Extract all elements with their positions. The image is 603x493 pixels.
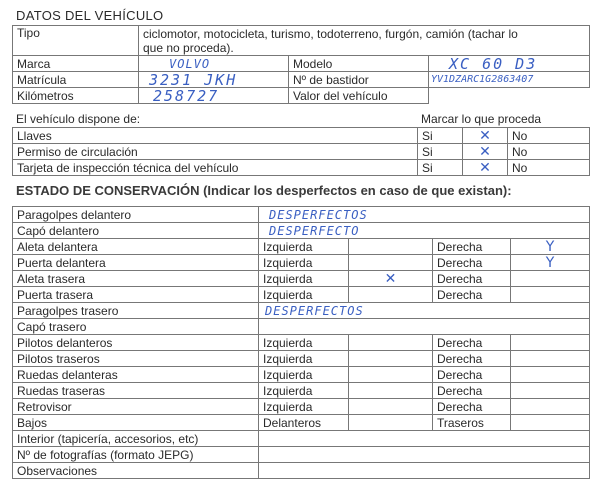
derecha-label: Derecha bbox=[433, 239, 511, 255]
delanteros-field[interactable] bbox=[349, 415, 433, 431]
km-field[interactable]: 258727 bbox=[139, 88, 289, 104]
derecha-label: Derecha bbox=[433, 271, 511, 287]
part-label: Aleta delantera bbox=[13, 239, 259, 255]
km-label: Kilómetros bbox=[13, 88, 139, 104]
table-row bbox=[13, 144, 590, 160]
marca-field[interactable]: VOLVO bbox=[139, 56, 289, 72]
part-label: Pilotos traseros bbox=[13, 351, 259, 367]
izquierda-label: Izquierda bbox=[259, 239, 349, 255]
table-row bbox=[13, 223, 590, 239]
izquierda-field[interactable] bbox=[349, 239, 433, 255]
izquierda-field[interactable] bbox=[349, 287, 433, 303]
izquierda-field[interactable] bbox=[349, 367, 433, 383]
derecha-label: Derecha bbox=[433, 351, 511, 367]
tipo-options-line1: ciclomotor, motocicleta, turismo, todoterreno, furgón, camión (tachar lo bbox=[143, 26, 518, 41]
tipo-options[interactable] bbox=[139, 26, 590, 56]
derecha-field[interactable] bbox=[511, 287, 590, 303]
traseros-label: Traseros bbox=[433, 415, 511, 431]
table-row bbox=[13, 335, 590, 351]
derecha-field[interactable] bbox=[511, 351, 590, 367]
table-row bbox=[13, 207, 590, 223]
equipment-table bbox=[12, 127, 590, 176]
part-label: Observaciones bbox=[13, 463, 259, 479]
equipment-heading: El vehículo dispone de: bbox=[16, 112, 141, 126]
vehicle-data-table bbox=[12, 25, 590, 104]
yes-checkmark[interactable]: ✕ bbox=[463, 160, 508, 176]
front-bumper-field[interactable]: DESPERFECTOS bbox=[259, 207, 590, 223]
part-label: Ruedas delanteras bbox=[13, 367, 259, 383]
modelo-label: Modelo bbox=[289, 56, 429, 72]
vehicle-section-title: DATOS DEL VEHÍCULO bbox=[16, 8, 164, 23]
table-row bbox=[13, 367, 590, 383]
table-row bbox=[13, 415, 590, 431]
yes-label: Si bbox=[418, 160, 463, 176]
no-option[interactable]: No bbox=[508, 144, 590, 160]
table-row bbox=[13, 431, 590, 447]
derecha-field[interactable]: Y bbox=[511, 239, 590, 255]
yes-checkmark[interactable]: ✕ bbox=[463, 144, 508, 160]
derecha-label: Derecha bbox=[433, 255, 511, 271]
table-row bbox=[13, 160, 590, 176]
izquierda-field[interactable] bbox=[349, 255, 433, 271]
table-row bbox=[13, 128, 590, 144]
izquierda-field[interactable] bbox=[349, 399, 433, 415]
izquierda-label: Izquierda bbox=[259, 271, 349, 287]
no-option[interactable]: No bbox=[508, 160, 590, 176]
modelo-field[interactable]: XC 60 D3 bbox=[429, 56, 590, 72]
derecha-field[interactable] bbox=[511, 335, 590, 351]
matricula-label: Matrícula bbox=[13, 72, 139, 88]
yes-label: Si bbox=[418, 144, 463, 160]
part-label: Puerta delantera bbox=[13, 255, 259, 271]
yes-label: Si bbox=[418, 128, 463, 144]
izquierda-label: Izquierda bbox=[259, 335, 349, 351]
traseros-field[interactable] bbox=[511, 415, 590, 431]
derecha-label: Derecha bbox=[433, 287, 511, 303]
table-row bbox=[13, 319, 590, 335]
table-row bbox=[13, 255, 590, 271]
table-row bbox=[13, 383, 590, 399]
condition-table bbox=[12, 206, 590, 479]
table-row bbox=[13, 239, 590, 255]
izquierda-field[interactable]: ✕ bbox=[349, 271, 433, 287]
tipo-label: Tipo bbox=[13, 26, 139, 56]
part-label: Pilotos delanteros bbox=[13, 335, 259, 351]
valor-label: Valor del vehículo bbox=[289, 88, 429, 104]
izquierda-label: Izquierda bbox=[259, 367, 349, 383]
bastidor-label: Nº de bastidor bbox=[289, 72, 429, 88]
izquierda-label: Izquierda bbox=[259, 255, 349, 271]
valor-field[interactable] bbox=[429, 88, 590, 104]
rear-bumper-field[interactable]: DESPERFECTOS bbox=[259, 303, 590, 319]
part-label: Retrovisor bbox=[13, 399, 259, 415]
izquierda-label: Izquierda bbox=[259, 399, 349, 415]
derecha-label: Derecha bbox=[433, 399, 511, 415]
photos-field[interactable] bbox=[259, 447, 590, 463]
derecha-field[interactable]: Y bbox=[511, 255, 590, 271]
table-row bbox=[13, 287, 590, 303]
part-label: Paragolpes trasero bbox=[13, 303, 259, 319]
part-label: Capó trasero bbox=[13, 319, 259, 335]
derecha-label: Derecha bbox=[433, 383, 511, 399]
table-row bbox=[13, 351, 590, 367]
no-option[interactable]: No bbox=[508, 128, 590, 144]
equipment-instruction: Marcar lo que proceda bbox=[421, 112, 542, 126]
derecha-field[interactable] bbox=[511, 383, 590, 399]
part-label: Puerta trasera bbox=[13, 287, 259, 303]
izquierda-field[interactable] bbox=[349, 335, 433, 351]
derecha-label: Derecha bbox=[433, 335, 511, 351]
izquierda-label: Izquierda bbox=[259, 287, 349, 303]
table-row bbox=[13, 463, 590, 479]
trunk-field[interactable] bbox=[259, 319, 590, 335]
table-row bbox=[13, 303, 590, 319]
condition-section-title: ESTADO DE CONSERVACIÓN (Indicar los desperfectos en caso de que existan): bbox=[16, 183, 512, 198]
table-row bbox=[13, 447, 590, 463]
derecha-field[interactable] bbox=[511, 271, 590, 287]
bastidor-field[interactable]: YV1DZARC1G2863407 bbox=[429, 72, 590, 88]
part-label: Nº de fotografías (formato JEPG) bbox=[13, 447, 259, 463]
derecha-label: Derecha bbox=[433, 367, 511, 383]
part-label: Ruedas traseras bbox=[13, 383, 259, 399]
delanteros-label: Delanteros bbox=[259, 415, 349, 431]
equipment-item: Permiso de circulación bbox=[13, 144, 418, 160]
marca-label: Marca bbox=[13, 56, 139, 72]
interior-field[interactable] bbox=[259, 431, 590, 447]
hood-field[interactable]: DESPERFECTO bbox=[259, 223, 590, 239]
izquierda-label: Izquierda bbox=[259, 383, 349, 399]
yes-checkmark[interactable]: ✕ bbox=[463, 128, 508, 144]
izquierda-field[interactable] bbox=[349, 383, 433, 399]
part-label: Paragolpes delantero bbox=[13, 207, 259, 223]
derecha-field[interactable] bbox=[511, 399, 590, 415]
izquierda-label: Izquierda bbox=[259, 351, 349, 367]
part-label: Bajos bbox=[13, 415, 259, 431]
derecha-field[interactable] bbox=[511, 367, 590, 383]
part-label: Aleta trasera bbox=[13, 271, 259, 287]
tipo-options-line2: que no proceda). bbox=[143, 40, 234, 55]
table-row bbox=[13, 271, 590, 287]
part-label: Capó delantero bbox=[13, 223, 259, 239]
equipment-item: Tarjeta de inspección técnica del vehículo bbox=[13, 160, 418, 176]
table-row bbox=[13, 399, 590, 415]
izquierda-field[interactable] bbox=[349, 351, 433, 367]
matricula-field[interactable]: 3231 JKH bbox=[139, 72, 289, 88]
equipment-item: Llaves bbox=[13, 128, 418, 144]
notes-field[interactable] bbox=[259, 463, 590, 479]
part-label: Interior (tapicería, accesorios, etc) bbox=[13, 431, 259, 447]
